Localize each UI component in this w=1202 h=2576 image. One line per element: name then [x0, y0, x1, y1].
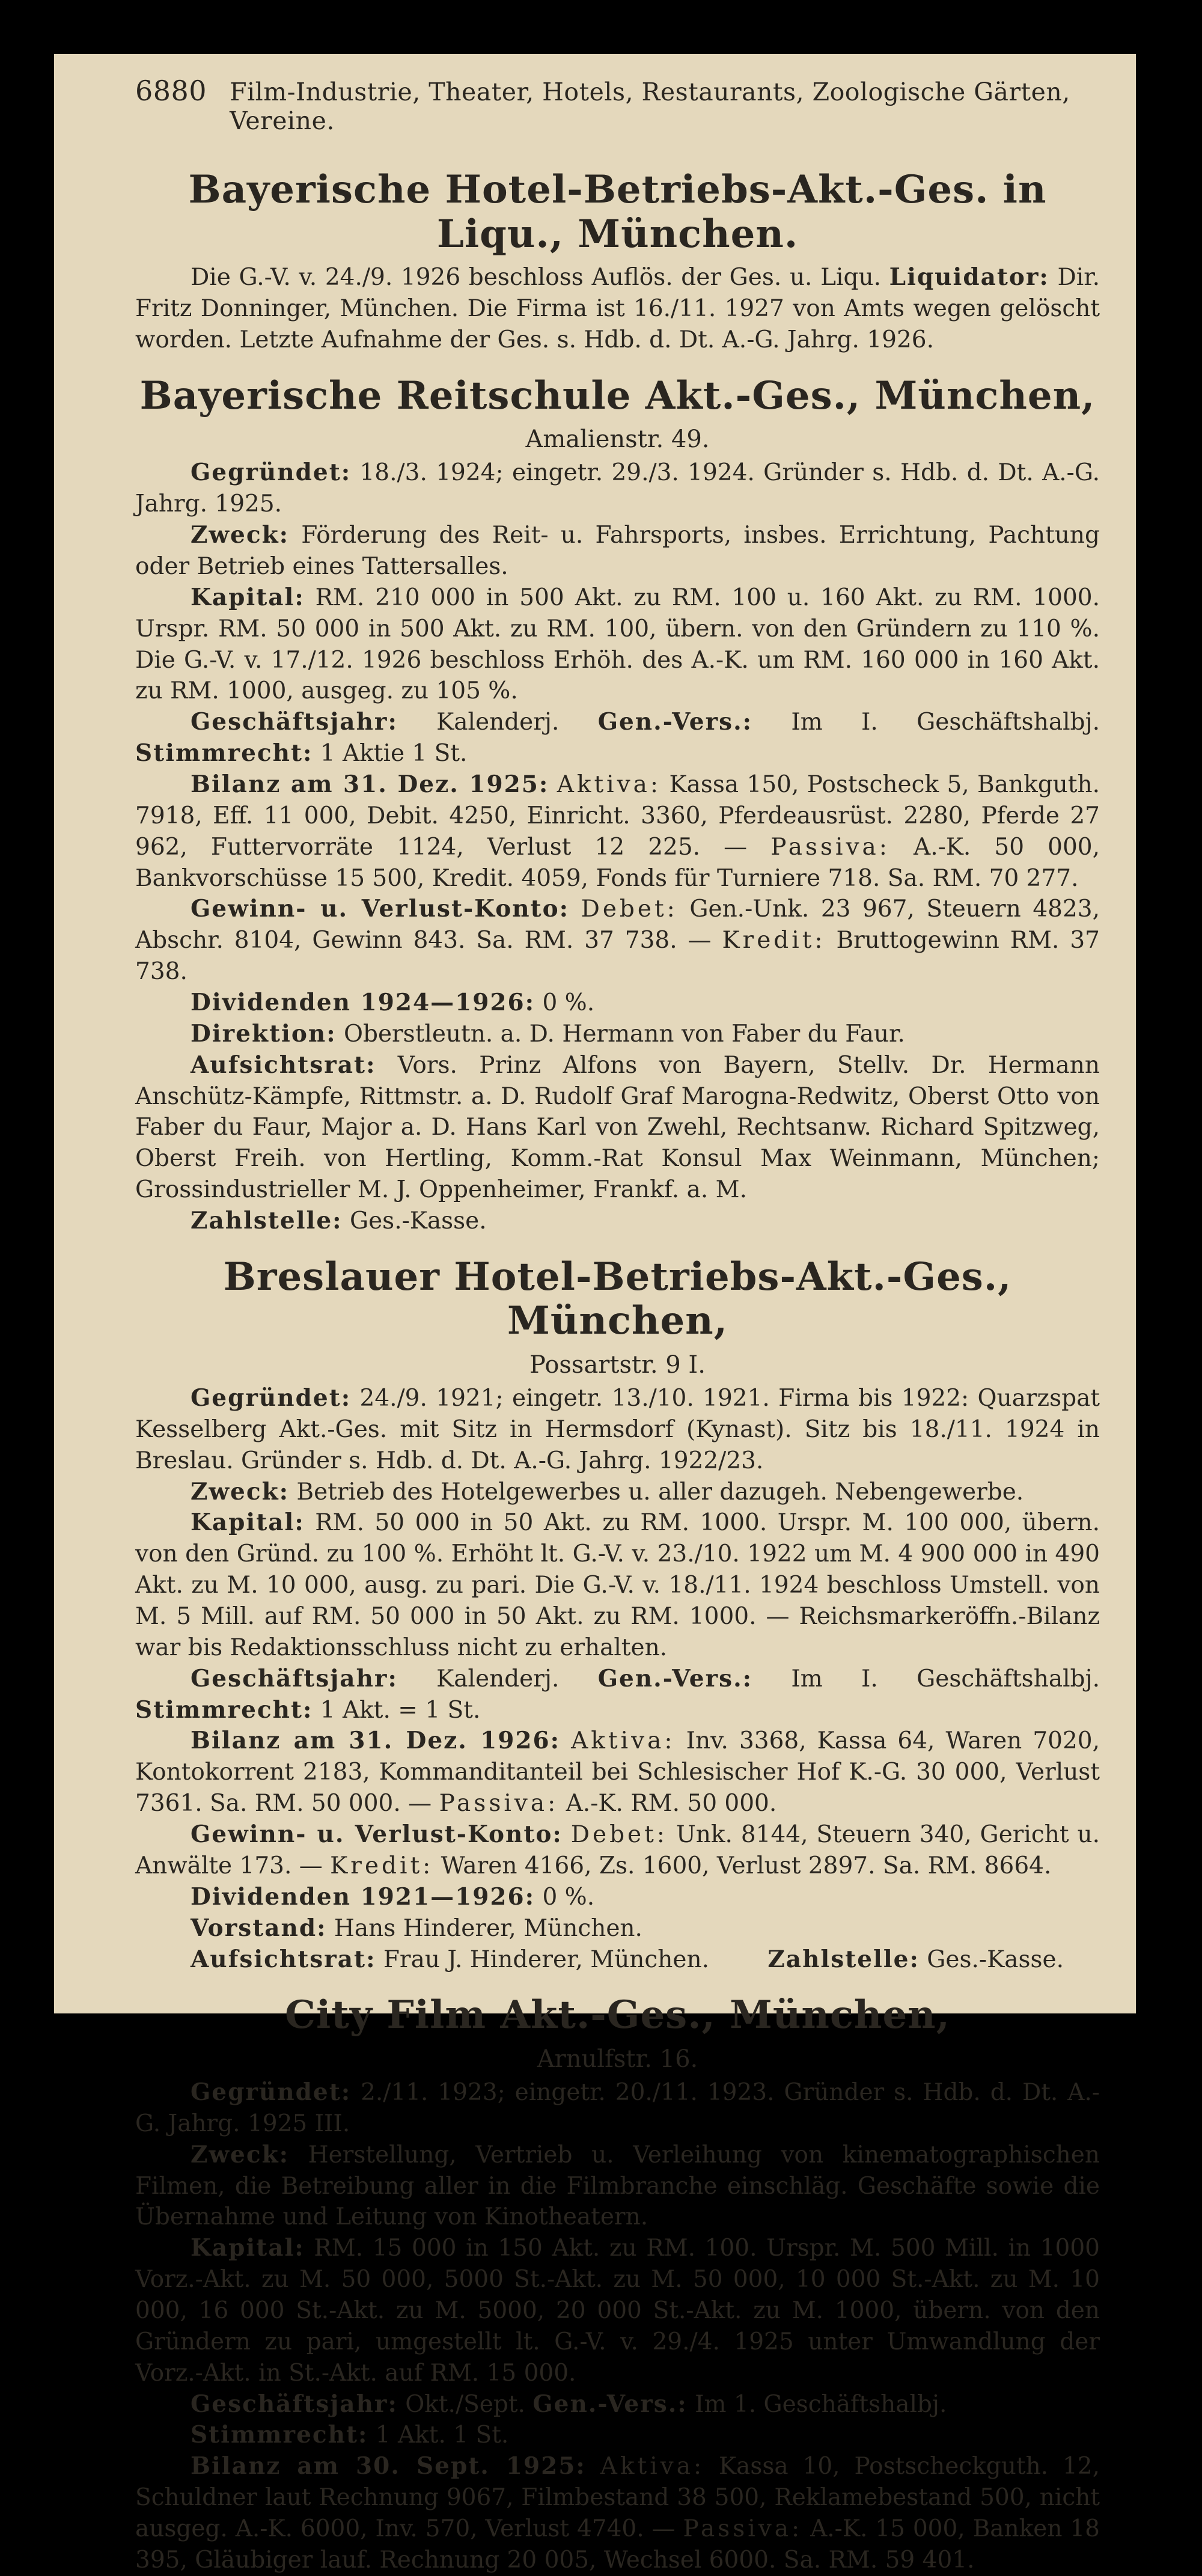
aktiva-text: Kassa 10, Postscheckguth. 12, Schuldner laut Rechnung 9067, Filmbestand 38 500, Reklamebestand 500, nicht ausgeg. A.-K. 6000, Inv. 570, Verlust 4740. — — [135, 2453, 1100, 2542]
kapital-text: RM. 210 000 in 500 Akt. zu RM. 100 u. 160 Akt. zu RM. 1000. Urspr. RM. 50 000 in 500 Akt. zu RM. 100, übern. von den Gründern zu 110 %. Die G.-V. v. 17./12. 1926 beschloss Erhöh. des A.-K. um RM. 160 000 in 160 Akt. zu RM. 1000, ausgeg. zu 105 %. — [135, 584, 1100, 705]
kapital-label: Kapital: — [191, 583, 305, 611]
dividenden-text: 0 %. — [535, 989, 595, 1016]
aufsichtsrat-label: Aufsichtsrat: — [191, 1051, 376, 1079]
aktiva-label: Aktiva: — [571, 1727, 676, 1755]
kapital-text: RM. 50 000 in 50 Akt. zu RM. 1000. Urspr. M. 100 000, übern. von den Gründ. zu 100 %. Erhöht lt. G.-V. v. 23./10. 1922 um M. 4 900 000 in 490 Akt. zu M. 10 000, ausg. zu pari. Die G.-V. v. 18./11. 1924 beschloss Umstell. von M. 5 Mill. auf RM. 50 000 in 50 Akt. zu RM. 1000. — Reichsmarkeröffn.-Bilanz war bis Redaktionsschluss nicht zu erhalten. — [135, 1509, 1100, 1661]
passiva-label: Passiva: — [683, 2515, 803, 2542]
liquidator-label: Liquidator: — [889, 263, 1049, 291]
gegruendet-paragraph — [135, 1383, 1100, 1477]
kapital-paragraph — [135, 582, 1100, 707]
kredit-text: Waren 4166, Zs. 1600, Verlust 2897. Sa. RM. 8664. — [433, 1852, 1052, 1879]
gen-vers-text: Im 1. Geschäftshalbj. — [687, 2390, 947, 2418]
company-address: Possartstr. 9 I. — [529, 1351, 706, 1379]
gewinn-verlust-paragraph — [135, 894, 1100, 987]
bilanz-paragraph — [135, 769, 1100, 894]
gen-vers-label: Gen.-Vers.: — [532, 2390, 688, 2418]
bilanz-label: Bilanz am 30. Sept. 1925: — [191, 2452, 586, 2480]
gegruendet-label: Gegründet: — [191, 1384, 352, 1412]
kapital-paragraph — [135, 2233, 1100, 2388]
liquidation-paragraph — [135, 262, 1100, 356]
stimmrecht-label: Stimmrecht: — [135, 739, 313, 768]
aufsichtsrat-paragraph — [135, 1050, 1100, 1206]
kredit-label: Kredit: — [330, 1852, 434, 1879]
zahlstelle-text: Ges.-Kasse. — [342, 1207, 487, 1235]
direktion-label: Direktion: — [191, 1019, 337, 1048]
zweck-paragraph — [135, 2140, 1100, 2233]
gegruendet-text: 2./11. 1923; eingetr. 20./11. 1923. Gründer s. Hdb. d. Dt. A.-G. Jahrg. 1925 III. — [135, 2078, 1100, 2137]
stimmrecht-text: 1 Akt. = 1 St. — [313, 1696, 481, 1724]
kapital-label: Kapital: — [191, 2234, 305, 2262]
gen-vers-text: Im I. Geschäftshalbj. — [752, 1665, 1100, 1692]
debet-text: Gen.-Unk. 23 967, Steuern 4823, Abschr. 8104, Gewinn 843. Sa. RM. 37 738. — — [135, 896, 1100, 954]
dividenden-text: 0 %. — [535, 1883, 595, 1911]
liquidator-text: Dir. Fritz Donninger, München. Die Firma ist 16./11. 1927 von Amts wegen gelöscht worden. Letzte Aufnahme der Ges. s. Hdb. d. Dt. A.-G. Jahrg. 1926. — [135, 264, 1100, 353]
zahlstelle-text: Ges.-Kasse. — [919, 1946, 1064, 1973]
bilanz-label: Bilanz am 31. Dez. 1926: — [191, 1727, 561, 1755]
stimmrecht-label: Stimmrecht: — [135, 1695, 313, 1724]
aufsichtsrat-text: Vors. Prinz Alfons von Bayern, Stellv. Dr. Hermann Anschütz-Kämpfe, Rittmstr. a. D. Rudolf Graf Marogna-Redwitz, Oberst Otto von Faber du Faur, Major a. D. Hans Karl von Zwehl, Rechtsanw. Richard Spitzweg, Oberst Freih. von Hertling, Komm.-Rat Konsul Max Weinmann, München; Grossindustrieller M. J. Oppenheimer, Frankf. a. M. — [135, 1051, 1100, 1204]
passiva-text: A.-K. 50 000, Bankvorschüsse 15 500, Kredit. 4059, Fonds für Turniere 718. Sa. RM. 70 277. — [135, 833, 1100, 892]
bilanz-paragraph — [135, 2451, 1100, 2575]
aufsichtsrat-text: Frau J. Hinderer, München. — [376, 1946, 709, 1973]
gegruendet-paragraph — [135, 457, 1100, 520]
aufsichtsrat-label: Aufsichtsrat: — [191, 1945, 376, 1973]
dividenden-label: Dividenden 1924—1926: — [191, 988, 535, 1016]
entry-bayerische-hotel — [135, 168, 1100, 356]
vorstand-text: Hans Hinderer, München. — [326, 1914, 642, 1942]
kapital-label: Kapital: — [191, 1509, 305, 1537]
company-title: Bayerische Hotel-Betriebs-Akt.-Ges. in Liqu., München. — [188, 167, 1047, 257]
kapital-paragraph — [135, 1507, 1100, 1663]
gegruendet-text: 18./3. 1924; eingetr. 29./3. 1924. Gründer s. Hdb. d. Dt. A.-G. Jahrg. 1925. — [135, 459, 1100, 518]
zweck-paragraph — [135, 520, 1100, 582]
aktiva-text: Inv. 3368, Kassa 64, Waren 7020, Kontokorrent 2183, Kommanditanteil bei Schlesischer Hof K.-G. 30 000, Verlust 7361. Sa. RM. 50 000. — — [135, 1727, 1100, 1818]
liquidation-text: Die G.-V. v. 24./9. 1926 beschloss Auflös. der Ges. u. Liqu. — [191, 264, 889, 291]
vorstand-paragraph — [135, 1913, 1100, 1944]
debet-text: Unk. 8144, Steuern 340, Gericht u. Anwälte 173. — — [135, 1821, 1100, 1879]
bilanz-paragraph — [135, 1726, 1100, 1819]
dividenden-label: Dividenden 1921—1926: — [191, 1882, 535, 1911]
gegruendet-paragraph — [135, 2077, 1100, 2140]
geschaeftsjahr-label: Geschäftsjahr: — [191, 708, 398, 736]
direktion-paragraph — [135, 1019, 1100, 1050]
company-title: City Film Akt.-Ges., München, — [285, 1992, 950, 2038]
kredit-label: Kredit: — [722, 927, 826, 954]
passiva-label: Passiva: — [770, 833, 890, 861]
stimmrecht-text: 1 Akt. 1 St. — [368, 2422, 509, 2449]
company-title: Bayerische Reitschule Akt.-Ges., München, — [139, 373, 1096, 418]
aktiva-label: Aktiva: — [600, 2453, 705, 2480]
aufsichtsrat-paragraph — [135, 1944, 1100, 1976]
zahlstelle-label: Zahlstelle: — [767, 1945, 920, 1973]
stimmrecht-paragraph — [135, 2420, 1100, 2451]
zweck-text: Betrieb des Hotelgewerbes u. aller dazugeh. Nebengewerbe. — [289, 1478, 1024, 1506]
geschaeftsjahr-paragraph — [135, 1664, 1100, 1726]
geschaeftsjahr-text: Kalenderj. — [397, 709, 598, 736]
zweck-label: Zweck: — [191, 1477, 290, 1506]
gen-vers-text: Im I. Geschäftshalbj. — [752, 709, 1100, 736]
company-address: Arnulfstr. 16. — [537, 2045, 698, 2073]
stimmrecht-text: 1 Aktie 1 St. — [313, 740, 468, 768]
passiva-text: A.-K. 15 000, Banken 18 395, Gläubiger lauf. Rechnung 20 005, Wechsel 6000. Sa. RM. 59 401. — [135, 2515, 1100, 2574]
dividenden-paragraph — [135, 987, 1100, 1019]
gewinn-verlust-label: Gewinn- u. Verlust-Konto: — [191, 895, 569, 923]
entry-breslauer-hotel — [135, 1255, 1100, 1976]
vorstand-label: Vorstand: — [191, 1914, 327, 1942]
gegruendet-label: Gegründet: — [191, 2078, 352, 2106]
gegruendet-label: Gegründet: — [191, 459, 352, 487]
gegruendet-text: 24./9. 1921; eingetr. 13./10. 1921. Firma bis 1922: Quarzspat Kesselberg Akt.-Ges. mit Sitz in Hermsdorf (Kynast). Sitz bis 18./11. 1924 in Breslau. Gründer s. Hdb. d. Dt. A.-G. Jahrg. 1922/23. — [135, 1385, 1100, 1474]
geschaeftsjahr-paragraph — [135, 707, 1100, 769]
bilanz-label: Bilanz am 31. Dez. 1925: — [191, 770, 549, 798]
kapital-text: RM. 15 000 in 150 Akt. zu RM. 100. Urspr. M. 500 Mill. in 1000 Vorz.-Akt. zu M. 50 000, 5000 St.-Akt. zu M. 50 000, 10 000 St.-Akt. zu M. 10 000, 16 000 St.-Akt. zu M. 5000, 20 000 St.-Akt. zu M. 1000, übern. von den Gründern zu pari, umgestellt lt. G.-V. v. 29./4. 1925 unter Umwandlung der Vorz.-Akt. in St.-Akt. auf RM. 15 000. — [135, 2235, 1100, 2387]
dividenden-paragraph — [135, 1882, 1100, 1913]
running-head — [135, 75, 1100, 135]
geschaeftsjahr-text: Kalenderj. — [397, 1665, 598, 1692]
company-title: Breslauer Hotel-Betriebs-Akt.-Ges., München, — [223, 1254, 1012, 1344]
stimmrecht-label: Stimmrecht: — [191, 2421, 368, 2449]
debet-label: Debet: — [570, 1821, 668, 1849]
zweck-text: Förderung des Reit- u. Fahrsports, insbes. Errichtung, Pachtung oder Betrieb eines Tattersalles. — [135, 522, 1100, 580]
running-head-title: Film-Industrie, Theater, Hotels, Restaurants, Zoologische Gärten, Vereine. — [230, 78, 1070, 135]
gen-vers-label: Gen.-Vers.: — [597, 1664, 753, 1692]
entry-bayerische-reitschule — [135, 374, 1100, 1237]
direktion-text: Oberstleutn. a. D. Hermann von Faber du Faur. — [336, 1020, 905, 1048]
zahlstelle-inline — [712, 1944, 1064, 1976]
kredit-text: Bruttogewinn RM. 37 738. — [135, 927, 1100, 986]
company-address: Amalienstr. 49. — [525, 426, 710, 454]
zahlstelle-paragraph — [135, 1206, 1100, 1237]
gewinn-verlust-paragraph — [135, 1819, 1100, 1882]
aktiva-label: Aktiva: — [557, 771, 662, 798]
aktiva-text: Kassa 150, Postscheck 5, Bankguth. 7918, Eff. 11 000, Debit. 4250, Einricht. 3360, Pferdeausrüst. 2280, Pferde 27 962, Futtervorräte 1124, Verlust 12 225. — — [135, 771, 1100, 861]
zweck-label: Zweck: — [191, 2140, 290, 2169]
zweck-label: Zweck: — [191, 521, 290, 549]
page-number: 6880 — [135, 75, 207, 107]
gen-vers-label: Gen.-Vers.: — [597, 708, 753, 736]
geschaeftsjahr-label: Geschäftsjahr: — [191, 2390, 398, 2418]
zweck-paragraph — [135, 1477, 1100, 1508]
document-page — [54, 54, 1136, 2574]
geschaeftsjahr-paragraph — [135, 2389, 1100, 2420]
debet-label: Debet: — [581, 896, 678, 923]
geschaeftsjahr-label: Geschäftsjahr: — [191, 1664, 398, 1692]
gewinn-verlust-label: Gewinn- u. Verlust-Konto: — [191, 1821, 563, 1849]
passiva-text: A.-K. RM. 50 000. — [558, 1790, 777, 1818]
zahlstelle-label: Zahlstelle: — [191, 1206, 343, 1235]
passiva-label: Passiva: — [439, 1790, 559, 1818]
geschaeftsjahr-text: Okt./Sept. — [397, 2390, 533, 2418]
zweck-text: Herstellung, Vertrieb u. Verleihung von kinematographischen Filmen, die Betreibung aller in die Filmbranche einschläg. Geschäfte sowie die Übernahme und Leitung von Kinotheatern. — [135, 2141, 1100, 2231]
entry-city-film — [135, 1993, 1100, 2575]
